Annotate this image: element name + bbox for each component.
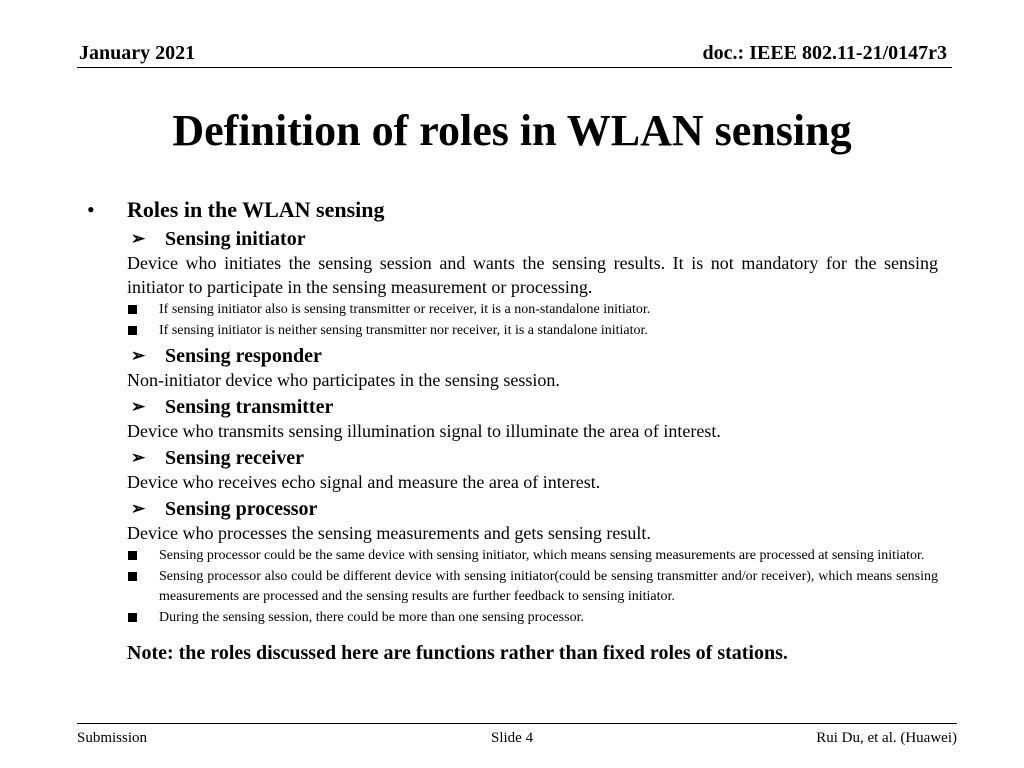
role-description: Device who initiates the sensing session and wants the sensing results. It is not mandatory for the sensing initiator to participate in the sensing measurement or processing. (127, 253, 938, 297)
header-divider (77, 67, 952, 68)
role-description: Device who transmits sensing illumination signal to illuminate the area of interest. (127, 421, 721, 441)
square-bullet-icon (128, 326, 137, 335)
slide-title: Definition of roles in WLAN sensing (172, 106, 852, 155)
header-doc-id: doc.: IEEE 802.11-21/0147r3 (702, 42, 947, 64)
arrow-bullet-icon: ➢ (131, 499, 146, 518)
square-bullet-icon (128, 572, 137, 581)
role-heading-responder (87, 344, 938, 368)
slide-content (87, 196, 938, 666)
role-note (87, 546, 938, 566)
role-heading-transmitter (87, 395, 938, 419)
slide-note: Note: the roles discussed here are functions rather than fixed roles of stations. (127, 642, 788, 664)
role-description: Non-initiator device who participates in the sensing session. (127, 370, 560, 390)
role-description: Device who processes the sensing measurements and gets sensing result. (127, 523, 651, 543)
role-note-text: Sensing processor also could be different device with sensing initiator(could be sensing transmitter and/or receiver), which means sensing measurements are processed and the sensing results are further feedback to sensing initiator. (159, 569, 938, 604)
bullet-roles (87, 196, 938, 224)
arrow-bullet-icon: ➢ (131, 448, 146, 467)
arrow-bullet-icon: ➢ (131, 397, 146, 416)
role-note-text: Sensing processor could be the same device with sensing initiator, which means sensing measurements are processed at sensing initiator. (159, 548, 925, 563)
role-name: Sensing initiator (165, 228, 306, 250)
arrow-bullet-icon: ➢ (131, 346, 146, 365)
role-heading-initiator (87, 227, 938, 251)
role-note (87, 321, 938, 341)
role-name: Sensing processor (165, 498, 318, 520)
footer-slide-number: Slide 4 (491, 730, 534, 746)
footer-divider (77, 723, 957, 724)
role-note-text: If sensing initiator also is sensing transmitter or receiver, it is a non-standalone initiator. (159, 302, 651, 317)
role-note-text: If sensing initiator is neither sensing transmitter nor receiver, it is a standalone initiator. (159, 323, 648, 338)
role-note (87, 300, 938, 320)
footer-author: Rui Du, et al. (Huawei) (816, 730, 957, 746)
square-bullet-icon (128, 613, 137, 622)
square-bullet-icon (128, 305, 137, 314)
role-description: Device who receives echo signal and measure the area of interest. (127, 472, 601, 492)
role-heading-processor (87, 497, 938, 521)
arrow-bullet-icon: ➢ (131, 229, 146, 248)
role-name: Sensing receiver (165, 447, 305, 469)
bullet-marker: • (87, 197, 95, 222)
role-note (87, 567, 938, 607)
role-note (87, 608, 938, 628)
footer-submission: Submission (77, 730, 148, 746)
role-name: Sensing responder (165, 345, 322, 367)
role-heading-receiver (87, 446, 938, 470)
header-date: January 2021 (79, 42, 196, 64)
role-note-text: During the sensing session, there could be more than one sensing processor. (159, 610, 584, 625)
bullet-text: Roles in the WLAN sensing (127, 197, 385, 222)
role-name: Sensing transmitter (165, 396, 334, 418)
square-bullet-icon (128, 551, 137, 560)
